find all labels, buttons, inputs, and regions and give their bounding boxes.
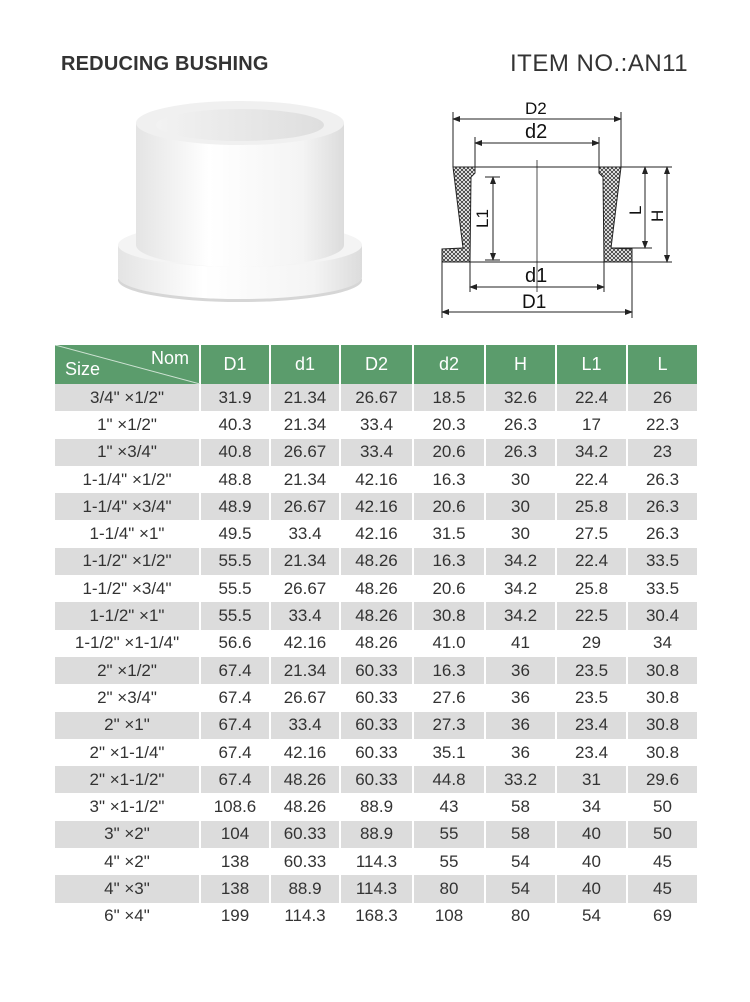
value-cell: 67.4 [200,739,270,766]
column-header-D1: D1 [200,345,270,384]
value-cell: 30.8 [627,684,697,711]
value-cell: 26 [627,384,697,411]
value-cell: 20.6 [413,439,485,466]
value-cell: 27.3 [413,712,485,739]
value-cell: 30.8 [627,712,697,739]
value-cell: 30.8 [627,657,697,684]
value-cell: 114.3 [270,903,340,930]
value-cell: 60.33 [340,712,413,739]
value-cell: 67.4 [200,684,270,711]
label-d2: d2 [525,121,548,143]
value-cell: 55.5 [200,548,270,575]
value-cell: 20.3 [413,411,485,438]
size-label: Size [65,359,101,379]
size-cell: 1-1/2" ×1-1/4" [74,633,180,653]
value-cell: 67.4 [200,766,270,793]
column-header-H: H [485,345,556,384]
value-cell: 48.9 [200,493,270,520]
value-cell: 23 [627,439,697,466]
value-cell: 48.26 [340,630,413,657]
value-cell: 20.6 [413,575,485,602]
size-cell: 1-1/2" ×3/4" [82,578,172,598]
value-cell: 40 [556,821,627,848]
value-cell: 80 [485,903,556,930]
value-cell: 33.4 [270,712,340,739]
value-cell: 22.4 [556,466,627,493]
value-cell: 48.26 [340,575,413,602]
size-nom-header [55,345,200,384]
table-row [55,657,697,684]
value-cell: 60.33 [340,657,413,684]
value-cell: 45 [627,875,697,902]
size-cell: 2" ×3/4" [97,687,157,707]
value-cell: 23.5 [556,684,627,711]
table-row [55,548,697,575]
value-cell: 43 [413,793,485,820]
size-cell: 4" ×3" [55,875,200,902]
label-D1: D1 [522,292,547,313]
value-cell: 45 [627,848,697,875]
value-cell: 22.5 [556,602,627,629]
value-cell: 31 [556,766,627,793]
table-row [55,493,697,520]
value-cell: 49.5 [200,520,270,547]
value-cell: 18.5 [413,384,485,411]
table-row [55,439,697,466]
column-header-L: L [627,345,697,384]
value-cell: 26.3 [485,411,556,438]
value-cell: 34.2 [485,575,556,602]
table-row [55,466,697,493]
value-cell: 31.9 [200,384,270,411]
size-cell: 3" ×1-1/2" [89,797,165,817]
value-cell: 26.67 [270,493,340,520]
value-cell: 60.33 [340,766,413,793]
value-cell: 30.8 [627,739,697,766]
value-cell: 26.67 [270,439,340,466]
value-cell: 35.1 [413,739,485,766]
table-row [55,630,697,657]
table-row [55,712,697,739]
size-cell: 3" ×2" [55,821,200,848]
value-cell: 31.5 [413,520,485,547]
value-cell: 48.26 [340,548,413,575]
bushing-section-left [442,167,475,262]
table-row [55,739,697,766]
label-D2: D2 [525,99,547,118]
product-title: REDUCING BUSHING [61,53,269,75]
value-cell: 42.16 [270,630,340,657]
value-cell: 80 [413,875,485,902]
value-cell: 44.8 [413,766,485,793]
table-header-row [55,345,697,384]
label-L1: L1 [473,209,492,228]
value-cell: 33.4 [270,520,340,547]
column-header-L1: L1 [556,345,627,384]
value-cell: 41.0 [413,630,485,657]
table-row [55,793,697,820]
size-cell: 4" ×2" [104,851,150,871]
value-cell: 58 [485,793,556,820]
value-cell: 54 [485,875,556,902]
nom-label: Nom [150,348,189,368]
value-cell: 34.2 [556,439,627,466]
value-cell: 27.5 [556,520,627,547]
value-cell: 30 [485,520,556,547]
value-cell: 23.4 [556,739,627,766]
size-cell: 1" ×3/4" [55,439,200,466]
value-cell: 88.9 [270,875,340,902]
value-cell: 104 [200,821,270,848]
column-header-d1: d1 [270,345,340,384]
value-cell: 40.8 [200,439,270,466]
size-cell: 2" ×1" [55,712,200,739]
value-cell: 54 [556,903,627,930]
value-cell: 36 [485,657,556,684]
value-cell: 34 [627,630,697,657]
value-cell: 36 [485,739,556,766]
value-cell: 69 [627,903,697,930]
value-cell: 50 [627,793,697,820]
size-cell: 1-1/4" ×3/4" [55,493,200,520]
value-cell: 60.33 [340,684,413,711]
value-cell: 21.34 [270,657,340,684]
value-cell: 48.26 [270,766,340,793]
label-d1: d1 [525,265,548,287]
value-cell: 20.6 [413,493,485,520]
value-cell: 26.3 [627,493,697,520]
size-cell: 1-1/4" ×1/2" [82,469,172,489]
value-cell: 34 [556,793,627,820]
value-cell: 21.34 [270,411,340,438]
value-cell: 114.3 [340,875,413,902]
value-cell: 36 [485,712,556,739]
value-cell: 42.16 [340,466,413,493]
value-cell: 55.5 [200,602,270,629]
value-cell: 33.5 [627,548,697,575]
size-cell: 3/4" ×1/2" [55,384,200,411]
value-cell: 23.5 [556,657,627,684]
column-header-d2: d2 [413,345,485,384]
table-row [55,575,697,602]
value-cell: 199 [200,903,270,930]
size-cell: 2" ×1/2" [55,657,200,684]
value-cell: 32.6 [485,384,556,411]
value-cell: 48.26 [340,602,413,629]
value-cell: 33.4 [340,411,413,438]
value-cell: 22.4 [556,548,627,575]
value-cell: 21.34 [270,384,340,411]
value-cell: 40 [556,848,627,875]
table-row [55,875,697,902]
value-cell: 67.4 [200,712,270,739]
table-row [55,602,697,629]
value-cell: 25.8 [556,575,627,602]
table-row [55,903,697,930]
value-cell: 48.8 [200,466,270,493]
value-cell: 26.67 [270,684,340,711]
dimension-diagram [0,0,750,340]
value-cell: 26.3 [627,520,697,547]
value-cell: 42.16 [270,739,340,766]
value-cell: 36 [485,684,556,711]
value-cell: 33.4 [270,602,340,629]
value-cell: 60.33 [340,739,413,766]
size-cell: 6" ×4" [104,906,150,926]
value-cell: 33.4 [340,439,413,466]
value-cell: 138 [200,848,270,875]
value-cell: 42.16 [340,493,413,520]
value-cell: 54 [485,848,556,875]
size-cell: 1-1/2" ×1" [55,602,200,629]
value-cell: 58 [485,821,556,848]
value-cell: 41 [485,630,556,657]
value-cell: 26.3 [485,439,556,466]
value-cell: 30 [485,493,556,520]
value-cell: 40.3 [200,411,270,438]
value-cell: 26.67 [270,575,340,602]
table-row [55,848,697,875]
value-cell: 33.2 [485,766,556,793]
value-cell: 114.3 [340,848,413,875]
value-cell: 55 [413,848,485,875]
label-L: L [626,205,645,215]
value-cell: 67.4 [200,657,270,684]
value-cell: 30 [485,466,556,493]
value-cell: 138 [200,875,270,902]
value-cell: 25.8 [556,493,627,520]
value-cell: 34.2 [485,548,556,575]
size-cell: 1" ×1/2" [97,414,157,434]
value-cell: 48.26 [270,793,340,820]
value-cell: 17 [556,411,627,438]
size-cell: 2" ×1-1/2" [55,766,200,793]
value-cell: 26.3 [627,466,697,493]
size-cell: 2" ×1-1/4" [89,742,165,762]
value-cell: 21.34 [270,548,340,575]
value-cell: 56.6 [200,630,270,657]
item-number: ITEM NO.:AN11 [510,50,689,77]
table-row [55,766,697,793]
table-row [55,384,697,411]
value-cell: 29 [556,630,627,657]
value-cell: 55 [413,821,485,848]
value-cell: 23.4 [556,712,627,739]
value-cell: 88.9 [340,793,413,820]
value-cell: 88.9 [340,821,413,848]
value-cell: 55.5 [200,575,270,602]
value-cell: 30.4 [627,602,697,629]
table-row [55,411,697,438]
value-cell: 29.6 [627,766,697,793]
value-cell: 60.33 [270,848,340,875]
value-cell: 27.6 [413,684,485,711]
value-cell: 40 [556,875,627,902]
value-cell: 60.33 [270,821,340,848]
value-cell: 33.5 [627,575,697,602]
value-cell: 16.3 [413,548,485,575]
value-cell: 16.3 [413,466,485,493]
value-cell: 30.8 [413,602,485,629]
value-cell: 108.6 [200,793,270,820]
value-cell: 21.34 [270,466,340,493]
label-H: H [648,209,667,222]
value-cell: 108 [413,903,485,930]
value-cell: 50 [627,821,697,848]
column-header-D2: D2 [340,345,413,384]
table-row [55,684,697,711]
value-cell: 26.67 [340,384,413,411]
value-cell: 42.16 [340,520,413,547]
spec-table [55,345,697,930]
value-cell: 22.4 [556,384,627,411]
value-cell: 34.2 [485,602,556,629]
table-row [55,520,697,547]
size-cell: 1-1/2" ×1/2" [55,548,200,575]
value-cell: 16.3 [413,657,485,684]
table-row [55,821,697,848]
value-cell: 22.3 [627,411,697,438]
size-cell: 1-1/4" ×1" [89,524,165,544]
value-cell: 168.3 [340,903,413,930]
